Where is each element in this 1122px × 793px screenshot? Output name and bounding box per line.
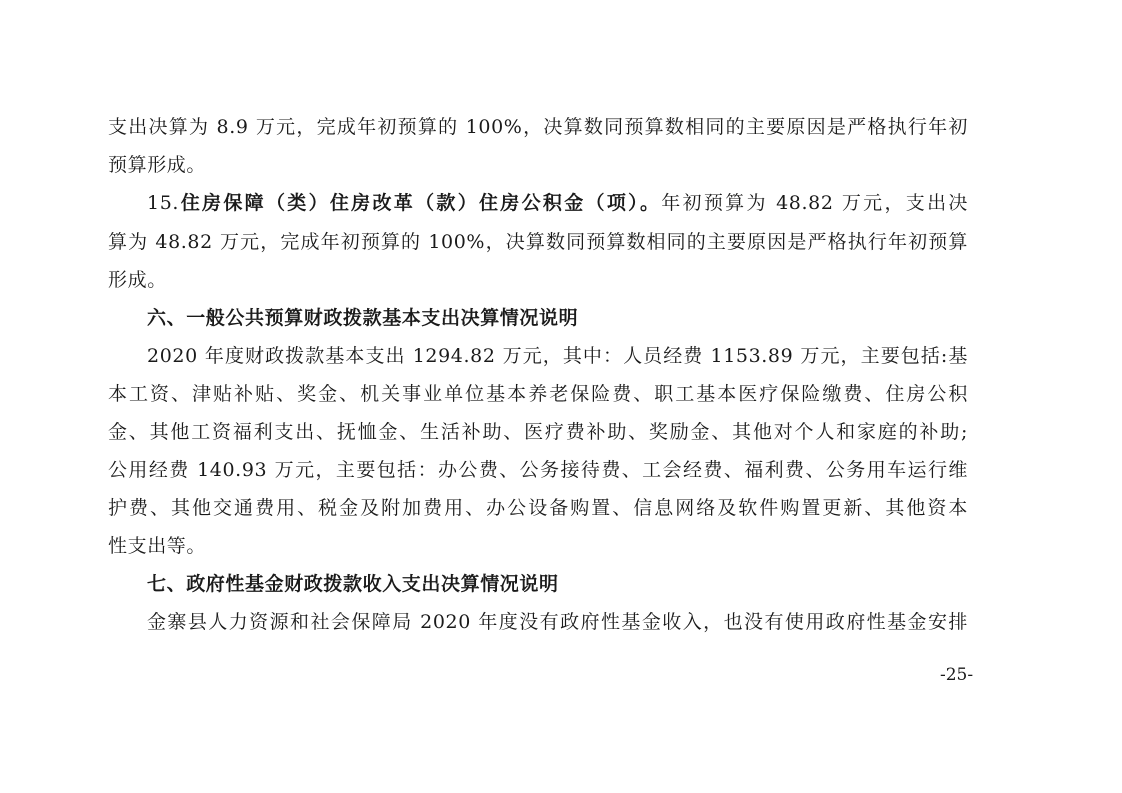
paragraph-line: 算为 48.82 万元，完成年初预算的 100%，决算数同预算数相同的主要原因是严格执行年初预算 [108,231,968,253]
paragraph-line: 护费、其他交通费用、税金及附加费用、办公设备购置、信息网络及软件购置更新、其他资本 [108,497,968,519]
paragraph-line: 公用经费 140.93 万元，主要包括：办公费、公务接待费、工会经费、福利费、公务用车运行维 [108,459,968,481]
item-15-line [147,190,968,216]
paragraph-line: 支出决算为 8.9 万元，完成年初预算的 100%，决算数同预算数相同的主要原因是严格执行年初 [108,116,968,138]
page-number: -25- [940,665,974,685]
item-15-number: 15. [147,192,180,214]
paragraph-line: 本工资、津贴补贴、奖金、机关事业单位基本养老保险费、职工基本医疗保险缴费、住房公积 [108,383,968,405]
section-heading-6: 六、一般公共预算财政拨款基本支出决算情况说明 [147,307,579,329]
paragraph-line: 金、其他工资福利支出、抚恤金、生活补助、医疗费补助、奖励金、其他对个人和家庭的补助; [108,421,968,443]
item-15-text: 年初预算为 48.82 万元，支出决 [661,192,968,214]
section-heading-7: 七、政府性基金财政拨款收入支出决算情况说明 [147,573,559,595]
paragraph-line: 形成。 [108,269,167,291]
paragraph-line: 性支出等。 [108,535,207,557]
paragraph-line: 2020 年度财政拨款基本支出 1294.82 万元，其中：人员经费 1153.89 万元，主要包括:基 [147,345,968,367]
paragraph-line: 预算形成。 [108,154,207,176]
paragraph-line: 金寨县人力资源和社会保障局 2020 年度没有政府性基金收入，也没有使用政府性基金安排 [147,611,968,633]
item-15-title: 住房保障（类）住房改革（款）住房公积金（项）。 [179,192,662,214]
